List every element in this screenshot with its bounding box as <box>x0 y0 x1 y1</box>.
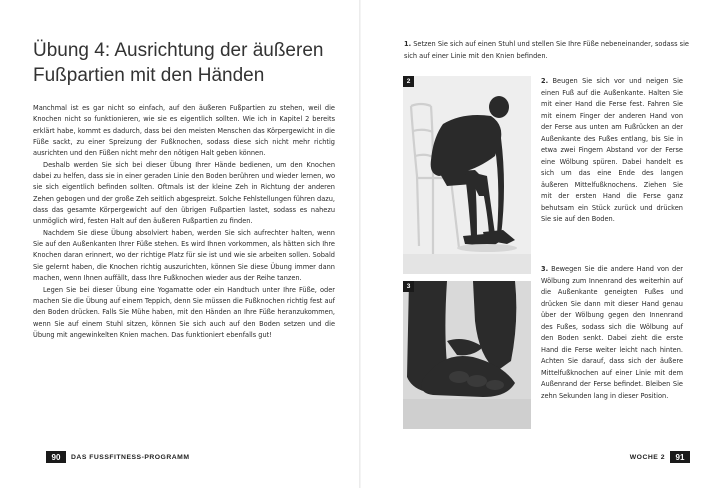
step-2 <box>541 76 683 226</box>
feet-closeup-illustration <box>403 281 531 429</box>
paragraph-4: Legen Sie bei dieser Übung eine Yogamatte oder ein Handtuch unter Ihre Füße, oder machen Sie die Übung auf einem Teppich, denn Sie müssen die Fußknochen richtig fest auf den Boden drücken. Falls Sie Mühe haben, mit den Händen an Ihre Füße heranzukommen, wenn Sie auf einem Stuhl sitzen, können Sie sich auch auf den Boden setzen und die Übung mit angewinkelten Knien machen. Das funktioniert ebenfalls gut! <box>33 285 335 339</box>
paragraph-3: Nachdem Sie diese Übung absolviert haben, werden Sie sich aufrechter halten, wenn Sie auf den Außenkanten Ihrer Füße stehen. Es wird Ihnen vorkommen, als hätten sich Ihre Knochen daran erinnert, wo der richtige Platz für sie ist und wie sie arbeiten sollen. Sobald Sie gelernt haben, die Knochen richtig auszurichten, können Sie diese Übung immer dann machen, wenn Ihnen auffällt, dass Ihre Fußknochen wieder aus der Reihe tanzen. <box>33 228 335 283</box>
paragraph-2: Deshalb werden Sie sich bei dieser Übung Ihrer Hände bedienen, um den Knochen dabei zu helfen, dass sie in einer geraden Linie den Boden berühren und wieder lernen, wo sie sich eigentlich befinden sollten. Oftmals ist der kleine Zeh in Richtung der anderen Zehen gebogen und der große Zeh seitlich abgespreizt. Solche Fehlstellungen führen dazu, dass das gesamte Körpergewicht auf den übrigen Fußpartien lastet, sodass es nahezu unmöglich wird, festen Halt auf den äußeren Fußpartien zu finden. <box>33 160 335 226</box>
photo-seated-person <box>403 76 531 274</box>
step-1-text: Setzen Sie sich auf einen Stuhl und stellen Sie Ihre Füße nebeneinander, sodass sie sich auf einer Linie mit den Knien befinden. <box>404 40 689 60</box>
step-1 <box>404 38 694 62</box>
page-number-left: 90 <box>46 451 66 463</box>
paragraph-1: Manchmal ist es gar nicht so einfach, auf den äußeren Fußpartien zu stehen, weil die Knochen nicht so funktionieren, wie sie es eigentlich sollten. Wie ich in Kapitel 2 bereits erklärt habe, kommt es dadurch, dass bei den meisten Menschen das Körpergewicht in die Füße sackt, zu einer Spreizung der Fußknochen, sodass diese sich nicht mehr richtig ausrichten und den Füßen nicht mehr den nötigen Halt geben können. <box>33 104 335 158</box>
step-3 <box>541 264 683 402</box>
footer-left <box>0 451 190 463</box>
page-number-right: 91 <box>670 451 690 463</box>
step-2-number: 2. <box>541 77 549 85</box>
exercise-title: Übung 4: Ausrichtung der äußeren Fußpartien mit den Händen <box>33 40 324 86</box>
step-3-text: Bewegen Sie die andere Hand von der Wölbung zum Innenrand des weiterhin auf die Außenkante geneigten Fußes und drücken Sie dann mit dieser Hand genau über der Wölbung gegen den Innenrand des Fußes, sodass sich die Wölbung auf den Boden senkt. Dabei zieht die erste Hand die Ferse weiter leicht nach hinten. Achten Sie darauf, dass sich der äußere Mittelfußknochen auf einer Linie mit dem Außenrand der Ferse befindet. Bleiben Sie zehn Sekunden lang in dieser Position. <box>541 265 683 400</box>
body-text <box>33 103 335 341</box>
right-page <box>360 0 720 488</box>
footer-right <box>630 451 690 463</box>
photo-1-label: 2 <box>403 76 414 87</box>
section-label: DAS FUSSFITNESS-PROGRAMM <box>71 453 190 461</box>
photo-feet-closeup <box>403 281 531 429</box>
seated-person-illustration <box>403 76 531 274</box>
photo-2-label: 3 <box>403 281 414 292</box>
step-3-number: 3. <box>541 265 549 273</box>
step-1-number: 1. <box>404 40 412 48</box>
step-2-text: Beugen Sie sich vor und neigen Sie einen Fuß auf die Außenkante. Halten Sie mit einer Hand die Ferse fest. Fahren Sie mit einem Finger der anderen Hand von der Ferse aus unten am Fußrücken an der Außenkante des Fußes entlang, bis Sie in etwa zwei Fingern Abstand vor der Ferse eine Wölbung spüren. Dabei handelt es sich um das eine Ende des langen äußeren Mittelfußknochens. Ziehen Sie mit der ersten Hand die Ferse ganz behutsam ein Stück zurück und drücken Sie sie auf den Boden. <box>541 77 683 223</box>
week-label: WOCHE 2 <box>629 453 665 461</box>
